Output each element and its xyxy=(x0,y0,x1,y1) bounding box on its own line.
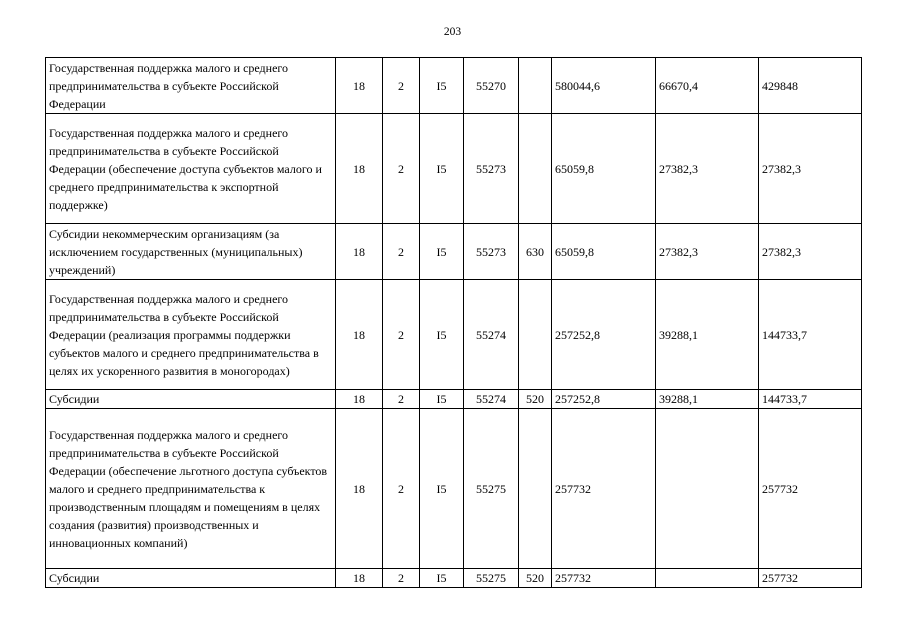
value-2-cell: 39288,1 xyxy=(656,280,759,390)
csr-cell: 55275 xyxy=(464,409,519,569)
csr-cell: 55273 xyxy=(464,224,519,280)
csr-cell: 55274 xyxy=(464,390,519,409)
table-row xyxy=(46,409,862,569)
csr-cell: 55274 xyxy=(464,280,519,390)
rz-cell: 2 xyxy=(383,224,420,280)
value-1-cell: 580044,6 xyxy=(552,58,656,114)
value-1-cell: 257732 xyxy=(552,409,656,569)
vr-cell: 520 xyxy=(519,390,552,409)
vr-cell xyxy=(519,114,552,224)
gr-cell: 18 xyxy=(336,58,383,114)
gr-cell: 18 xyxy=(336,569,383,588)
csr-cell: 55275 xyxy=(464,569,519,588)
table-row xyxy=(46,390,862,409)
csr-cell: 55270 xyxy=(464,58,519,114)
vr-cell: 520 xyxy=(519,569,552,588)
table-row xyxy=(46,224,862,280)
value-2-cell: 27382,3 xyxy=(656,224,759,280)
pr-cell: I5 xyxy=(420,114,464,224)
value-3-cell: 27382,3 xyxy=(759,224,862,280)
vr-cell: 630 xyxy=(519,224,552,280)
row-name-cell: Субсидии xyxy=(46,390,336,409)
rz-cell: 2 xyxy=(383,569,420,588)
vr-cell xyxy=(519,409,552,569)
value-2-cell: 27382,3 xyxy=(656,114,759,224)
table-row xyxy=(46,114,862,224)
value-3-cell: 144733,7 xyxy=(759,280,862,390)
value-3-cell: 144733,7 xyxy=(759,390,862,409)
row-name-cell: Государственная поддержка малого и среднего предпринимательства в субъекте Российской Федерации xyxy=(46,58,336,114)
csr-cell: 55273 xyxy=(464,114,519,224)
table-row xyxy=(46,569,862,588)
vr-cell xyxy=(519,58,552,114)
value-1-cell: 257252,8 xyxy=(552,280,656,390)
value-3-cell: 257732 xyxy=(759,409,862,569)
pr-cell: I5 xyxy=(420,390,464,409)
gr-cell: 18 xyxy=(336,390,383,409)
gr-cell: 18 xyxy=(336,224,383,280)
table-row xyxy=(46,58,862,114)
rz-cell: 2 xyxy=(383,409,420,569)
value-1-cell: 65059,8 xyxy=(552,114,656,224)
value-3-cell: 257732 xyxy=(759,569,862,588)
row-name-cell: Субсидии xyxy=(46,569,336,588)
gr-cell: 18 xyxy=(336,409,383,569)
pr-cell: I5 xyxy=(420,224,464,280)
row-name-cell: Государственная поддержка малого и среднего предпринимательства в субъекте Российской Федерации (обеспечение доступа субъектов малого и среднего предпринимательства к экспортной поддержке) xyxy=(46,114,336,224)
rz-cell: 2 xyxy=(383,114,420,224)
value-2-cell xyxy=(656,409,759,569)
value-1-cell: 257252,8 xyxy=(552,390,656,409)
value-2-cell: 66670,4 xyxy=(656,58,759,114)
rz-cell: 2 xyxy=(383,280,420,390)
pr-cell: I5 xyxy=(420,58,464,114)
row-name-cell: Субсидии некоммерческим организациям (за исключением государственных (муниципальных) учреждений) xyxy=(46,224,336,280)
row-name-cell: Государственная поддержка малого и среднего предпринимательства в субъекте Российской Федерации (обеспечение льготного доступа субъектов малого и среднего предпринимательства к производственным площадям и помещениям в целях создания (развития) производственных и инновационных компаний) xyxy=(46,409,336,569)
value-1-cell: 65059,8 xyxy=(552,224,656,280)
value-3-cell: 429848 xyxy=(759,58,862,114)
rz-cell: 2 xyxy=(383,58,420,114)
gr-cell: 18 xyxy=(336,280,383,390)
value-1-cell: 257732 xyxy=(552,569,656,588)
value-2-cell xyxy=(656,569,759,588)
pr-cell: I5 xyxy=(420,409,464,569)
table-row xyxy=(46,280,862,390)
pr-cell: I5 xyxy=(420,569,464,588)
gr-cell: 18 xyxy=(336,114,383,224)
pr-cell: I5 xyxy=(420,280,464,390)
budget-table xyxy=(45,57,862,588)
rz-cell: 2 xyxy=(383,390,420,409)
vr-cell xyxy=(519,280,552,390)
page-number: 203 xyxy=(443,26,462,38)
value-3-cell: 27382,3 xyxy=(759,114,862,224)
row-name-cell: Государственная поддержка малого и среднего предпринимательства в субъекте Российской Федерации (реализация программы поддержки субъектов малого и среднего предпринимательства в целях их ускоренного развития в моногородах) xyxy=(46,280,336,390)
value-2-cell: 39288,1 xyxy=(656,390,759,409)
